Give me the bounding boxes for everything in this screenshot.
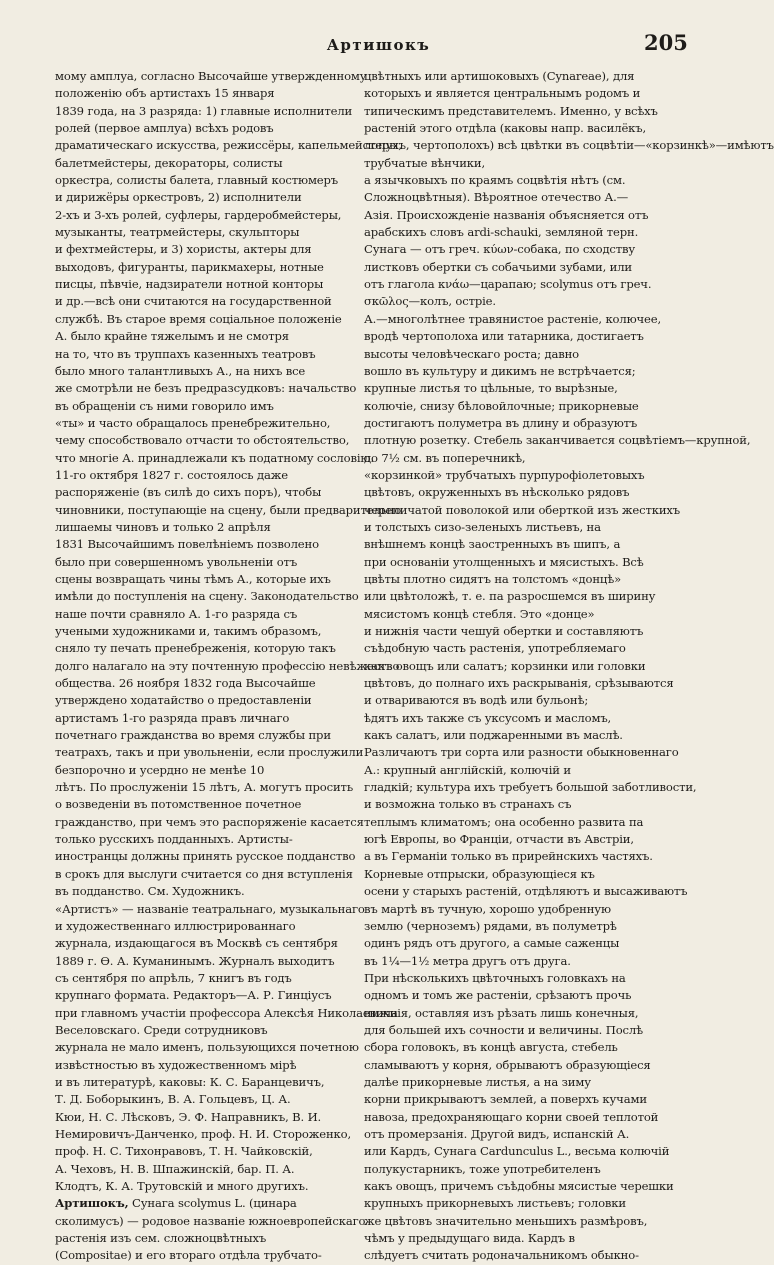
text-line: сламываютъ у корня, обрываютъ образующіеся bbox=[364, 1057, 651, 1072]
text-line: лопухъ, чертополохъ) всѣ цвѣтки въ соцвѣтіи—«корзинкѣ»—имѣютъ bbox=[364, 138, 774, 153]
text-line: отъ глагола κνάω—царапаю; scolymus отъ греч. bbox=[364, 277, 652, 292]
text-line: какъ овощъ, причемъ съѣдобны мясистые черешки bbox=[364, 1179, 674, 1193]
text-line: сколимусъ) — родовое названіе южноевропейскаго bbox=[55, 1213, 366, 1228]
text-line: навоза, предохраняющаго корни своей теплотой bbox=[364, 1109, 659, 1124]
text-line: вродѣ чертополоха или татарника, достигаетъ bbox=[364, 329, 644, 344]
text-line: трубчатые вѣнчики, bbox=[364, 155, 485, 170]
page-number: 205 bbox=[644, 30, 688, 55]
text-line: только русскихъ подданныхъ. Артисты- bbox=[55, 832, 293, 847]
text-line: 1831 Высочайшимъ повелѣніемъ позволено bbox=[55, 537, 319, 552]
text-line: чиновники, поступающіе на сцену, были предварительно bbox=[55, 502, 402, 517]
text-line: или Кардъ, Сунага Cardunculus L., весьма колючій bbox=[364, 1144, 670, 1159]
text-line: что многіе А. принадлежали къ податному сословію. bbox=[55, 450, 374, 465]
text-line: одинъ рядъ отъ другого, а самые саженцы bbox=[364, 936, 620, 951]
text-line: распоряженіе (въ силѣ до сихъ поръ), чтобы bbox=[55, 485, 322, 500]
text-line: корни прикрываютъ землей, а поверхъ кучами bbox=[364, 1092, 647, 1107]
text-line: и др.—всѣ они считаются на государственной bbox=[55, 294, 332, 309]
text-line: журнала не мало именъ, пользующихся почетною bbox=[55, 1040, 359, 1055]
text-line: гладкій; культура ихъ требуетъ большой заботливости, bbox=[364, 780, 697, 795]
text-line: и нижнія части чешуй обертки и составляютъ bbox=[364, 624, 644, 638]
text-line: общества. 26 ноября 1832 года Высочайше bbox=[55, 676, 316, 691]
running-title: Артишокъ bbox=[326, 36, 431, 54]
text-line: отъ промерзанія. Другой видъ, испанскій А. bbox=[364, 1126, 630, 1141]
text-line: крупнаго формата. Редакторъ—А. Р. Гинціусъ bbox=[55, 988, 332, 1003]
text-line: до 7½ см. въ поперечникѣ, bbox=[364, 450, 526, 465]
text-line: арабскихъ словъ ardi-schauki, земляной терн. bbox=[364, 225, 639, 240]
text-line: ролей (первое амплуа) всѣхъ родовъ bbox=[55, 121, 274, 136]
text-line: сцены возвращать чины тѣмъ А., которые ихъ bbox=[55, 571, 331, 586]
text-line: А. Чеховъ, Н. В. Шпажинскій, бар. П. А. bbox=[55, 1161, 295, 1176]
text-line: достигаютъ полуметра въ длину и образуютъ bbox=[364, 415, 638, 430]
text-line: листковъ обертки съ собачьими зубами, или bbox=[364, 259, 633, 274]
text-line: Сложноцвѣтныя). Вѣроятное отечество А.— bbox=[364, 190, 629, 205]
text-line: А.—многолѣтнее травянистое растеніе, колючее, bbox=[364, 311, 661, 326]
text-line: балетмейстеры, декораторы, солисты bbox=[55, 155, 283, 170]
text-line: въ мартѣ въ тучную, хорошо удобренную bbox=[364, 901, 611, 916]
text-line: Азія. Происхожденіе названія объясняется отъ bbox=[364, 207, 649, 222]
text-line: въ 1¼—1½ метра другъ отъ друга. bbox=[364, 953, 571, 968]
text-line: Различаютъ три сорта или разности обыкновеннаго bbox=[364, 745, 679, 760]
text-line: (Compositae) и его втораго отдѣла трубчато- bbox=[55, 1248, 322, 1263]
text-line: при основаніи утолщенныхъ и мясистыхъ. Всѣ bbox=[364, 554, 644, 569]
text-line: иностранцы должны принять русское подданство bbox=[55, 849, 356, 864]
text-line: проф. Н. С. Тихонравовъ, Т. Н. Чайковскій, bbox=[55, 1144, 313, 1159]
text-line: колючіе, снизу бѣловойлочные; прикорневые bbox=[364, 398, 639, 413]
text-line: службѣ. Въ старое время соціальное положеніе bbox=[55, 311, 342, 326]
text-line: положенію объ артистахъ 15 января bbox=[55, 86, 275, 101]
text-line: гражданство, при чемъ это распоряженіе касается bbox=[55, 814, 364, 829]
text-line: «ты» и часто обращалось пренебрежительно, bbox=[55, 415, 331, 430]
text-line: и отвариваются въ водѣ или бульонѣ; bbox=[364, 693, 589, 708]
text-line: 2-хъ и 3-хъ ролей, суфлеры, гардеробмейстеры, bbox=[55, 207, 342, 222]
text-line: и дирижёры оркестровъ, 2) исполнители bbox=[55, 190, 302, 205]
text-line: которыхъ и является центральнымъ родомъ и bbox=[364, 86, 641, 101]
text-line: лишаемы чиновъ и только 2 апрѣля bbox=[55, 519, 271, 534]
text-line: наше почти сравняло А. 1-го разряда съ bbox=[55, 606, 298, 621]
text-line: растеній этого отдѣла (каковы напр. василёкъ, bbox=[364, 121, 647, 136]
text-line: безпорочно и усердно не менѣе 10 bbox=[55, 762, 265, 777]
text-line: типическимъ представителемъ. Именно, у всѣхъ bbox=[364, 103, 658, 118]
text-line: одномъ и томъ же растеніи, срѣзаютъ прочь bbox=[364, 988, 632, 1003]
text-line: черепичатой поволокой или оберткой изъ жесткихъ bbox=[364, 502, 681, 517]
text-line: журнала, издающагося въ Москвѣ съ сентября bbox=[55, 936, 338, 951]
text-line: съ сентября по апрѣль, 7 книгъ въ годъ bbox=[55, 970, 292, 985]
text-line: крупные листья то цѣльные, то вырѣзные, bbox=[364, 381, 618, 396]
text-line: о возведеніи въ потомственное почетное bbox=[55, 797, 302, 812]
text-line: нижнія, оставляя изъ рѣзать лишь конечныя, bbox=[364, 1005, 639, 1020]
text-line: крупныхъ прикорневыхъ листьевъ; головки bbox=[364, 1196, 626, 1211]
text-line: цвѣтныхъ или артишоковыхъ (Cynareae), для bbox=[364, 69, 635, 83]
text-line: было при совершенномъ увольненіи отъ bbox=[55, 554, 298, 569]
text-line: Кюи, Н. С. Лѣсковъ, Э. Ф. Направникъ, В. И. bbox=[55, 1109, 322, 1124]
text-line: какъ салатъ, или поджаренными въ маслѣ. bbox=[364, 728, 623, 743]
text-line: высоты человѣческаго роста; давно bbox=[364, 346, 580, 361]
text-line: оркестра, солисты балета, главный костюмеръ bbox=[55, 173, 339, 188]
text-line: имѣли до поступленія на сцену. Законодательство bbox=[55, 589, 359, 604]
text-line: и въ литературѣ, каковы: К. С. Баранцевичъ, bbox=[55, 1074, 325, 1089]
text-line: въ подданство. См. Художникъ. bbox=[55, 884, 245, 899]
text-line: лѣтъ. По прослуженіи 15 лѣтъ, А. могутъ просить bbox=[55, 780, 353, 795]
text-line: Корневые отпрыски, образующіеся къ bbox=[364, 866, 595, 881]
text-line: ѣдятъ ихъ также съ уксусомъ и масломъ, bbox=[364, 710, 612, 725]
text-line: При нѣсколькихъ цвѣточныхъ головкахъ на bbox=[364, 970, 626, 985]
text-line: чему способствовало отчасти то обстоятельство, bbox=[55, 433, 350, 448]
text-line: для большей ихъ сочности и величины. Послѣ bbox=[364, 1022, 643, 1037]
text-line: Клодтъ, К. А. Трутовскій и много другихъ. bbox=[55, 1179, 309, 1193]
text-line: 11-го октября 1827 г. состоялось даже bbox=[55, 467, 288, 482]
text-line: чѣмъ у предыдущаго вида. Кардъ в bbox=[364, 1231, 575, 1246]
text-line: Сунага — отъ греч. κύων-собака, по сходству bbox=[364, 242, 636, 257]
text-line: артистамъ 1-го разряда правъ личнаго bbox=[55, 710, 290, 725]
text-line: сбора головокъ, въ концѣ августа, стебель bbox=[364, 1040, 618, 1055]
text-line: Немировичъ-Данченко, проф. Н. И. Стороженко, bbox=[55, 1126, 352, 1141]
text-line: теплымъ климатомъ; она особенно развита па bbox=[364, 814, 644, 829]
text-line: Веселовскаго. Среди сотрудниковъ bbox=[55, 1022, 268, 1037]
text-line: σκῶλος—колъ, остріе. bbox=[364, 294, 496, 309]
text-line: 1839 года, на 3 разряда: 1) главные исполнители bbox=[55, 103, 353, 118]
text-line: растенія изъ сем. сложноцвѣтныхъ bbox=[55, 1231, 267, 1246]
text-line: и толстыхъ сизо-зеленыхъ листьевъ, на bbox=[364, 519, 601, 534]
text-line: землю (черноземъ) рядами, въ полуметрѣ bbox=[364, 918, 617, 933]
text-line: сняло ту печать пренебреженія, которую такъ bbox=[55, 641, 336, 656]
text-line: утверждено ходатайство о предоставленіи bbox=[55, 693, 312, 708]
text-line: мясистомъ концѣ стебля. Это «донце» bbox=[364, 606, 595, 621]
text-line: а въ Германіи только въ прирейнскихъ частяхъ. bbox=[364, 849, 653, 864]
text-line: в срокъ для выслуги считается со дня вступленія bbox=[55, 866, 353, 881]
text-line: и художественнаго иллюстрированнаго bbox=[55, 918, 296, 933]
text-line: долго налагало на эту почтенную профессію невѣжество bbox=[55, 658, 400, 673]
text-line: выходовъ, фигуранты, парикмахеры, нотные bbox=[55, 259, 324, 274]
text-line: же цвѣтовъ значительно меньшихъ размѣровъ, bbox=[364, 1213, 648, 1228]
text-line: почетнаго гражданства во время службы при bbox=[55, 728, 331, 743]
text-line: какъ овощъ или салатъ; корзинки или головки bbox=[364, 658, 646, 673]
text-line: при главномъ участіи профессора Алексѣя Николаевича bbox=[55, 1005, 398, 1020]
text-line: а язычковыхъ по краямъ соцвѣтія нѣтъ (см. bbox=[364, 173, 626, 188]
entry-headword: Артишокъ, bbox=[55, 1196, 129, 1211]
text-line: цвѣты плотно сидятъ на толстомъ «донцѣ» bbox=[364, 571, 622, 586]
text-line: и фехтмейстеры, и 3) хористы, актеры для bbox=[55, 242, 312, 257]
text-line: внѣшнемъ концѣ заостренныхъ въ шипъ, а bbox=[364, 537, 621, 552]
text-line: драматическаго искусства, режиссёры, капельмейстеры, bbox=[55, 138, 402, 153]
text-line: цвѣтовъ, до полнаго ихъ раскрыванія, срѣзываются bbox=[364, 676, 674, 691]
text-line: театрахъ, такъ и при увольненіи, если прослужили bbox=[55, 745, 364, 760]
text-line: мому амплуа, согласно Высочайше утвержденному bbox=[55, 69, 367, 83]
text-line: музыканты, театрмейстеры, скульпторы bbox=[55, 225, 300, 240]
text-line: Т. Д. Боборыкинъ, В. А. Гольцевъ, Ц. А. bbox=[55, 1092, 291, 1107]
text-line: А. было крайне тяжелымъ и не смотря bbox=[55, 329, 289, 344]
text-line: съѣдобную часть растенія, употребляемаго bbox=[364, 641, 626, 656]
text-line: плотную розетку. Стебель заканчивается соцвѣтіемъ—крупной, bbox=[364, 433, 751, 448]
text-line: извѣстностью въ художественномъ мірѣ bbox=[55, 1057, 297, 1072]
text-line: 1889 г. Ѳ. А. Куманинымъ. Журналъ выходитъ bbox=[55, 953, 335, 968]
right-column bbox=[364, 68, 774, 1265]
text-line: югѣ Европы, во Франціи, отчасти въ Австріи, bbox=[364, 832, 634, 847]
entry-text: Сунага scolymus L. (цинара bbox=[128, 1196, 297, 1211]
text-line: далѣе прикорневые листья, а на зиму bbox=[364, 1074, 591, 1089]
text-line: вошло въ культуру и дикимъ не встрѣчается; bbox=[364, 363, 636, 378]
text-line: было много талантливыхъ А., на нихъ все bbox=[55, 363, 306, 378]
text-line: же смотрѣли не безъ предразсудковъ: начальство bbox=[55, 381, 357, 396]
text-line: «корзинкой» трубчатыхъ пурпурофіолетовыхъ bbox=[364, 467, 645, 482]
left-column bbox=[55, 68, 402, 1265]
text-line: и возможна только въ странахъ съ bbox=[364, 797, 572, 812]
text-line: «Артистъ» — названіе театральнаго, музыкальнаго bbox=[55, 901, 365, 916]
text-line: учеными художниками и, такимъ образомъ, bbox=[55, 624, 322, 638]
text-line: или цвѣтоложѣ, т. е. па разросшемся въ ширину bbox=[364, 589, 656, 604]
text-line: осени у старыхъ растеній, отдѣляютъ и высаживаютъ bbox=[364, 884, 688, 899]
text-line: цвѣтовъ, окруженныхъ въ нѣсколько рядовъ bbox=[364, 485, 630, 500]
text-line: полукустарникъ, тоже употребителенъ bbox=[364, 1161, 601, 1176]
entry-first-line bbox=[55, 1195, 381, 1212]
text-line: писцы, пѣвчіе, надзиратели нотной конторы bbox=[55, 277, 324, 292]
text-line: на то, что въ труппахъ казенныхъ театровъ bbox=[55, 346, 316, 361]
text-line: въ обращеніи съ ними говорило имъ bbox=[55, 398, 274, 413]
text-line: А.: крупный англійскій, колючій и bbox=[364, 762, 571, 777]
text-line: слѣдуетъ считать родоначальникомъ обыкно- bbox=[364, 1248, 639, 1263]
